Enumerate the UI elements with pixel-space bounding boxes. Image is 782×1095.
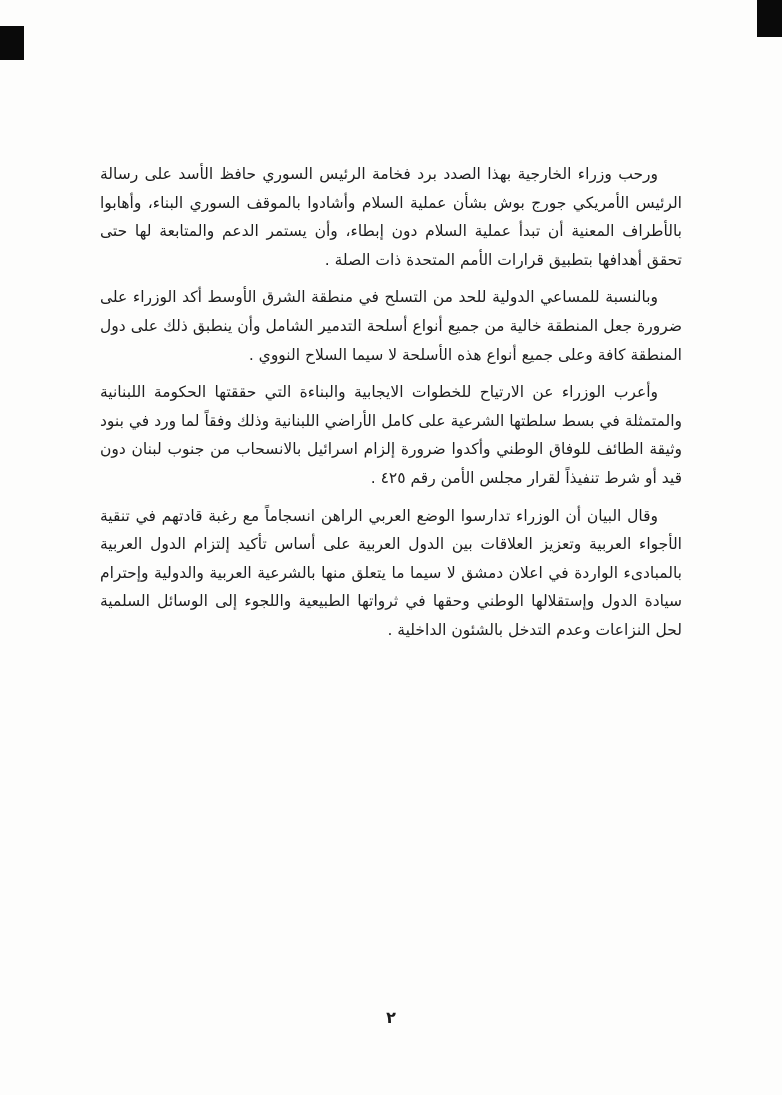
paragraph-4: وقال البيان أن الوزراء تدارسوا الوضع العربي الراهن انسجاماً مع رغبة قادتهم في تنقية الأجواء العربية وتعزيز العلاقات بين الدول العربية على أساس تأكيد إلتزام الدول العربية بالمبادىء الواردة في اعلان دمشق لا سيما ما يتعلق منها بالشرعية العربية والدولية وإحترام سيادة الدول وإستقلالها الوطني وحقها في ثرواتها الطبيعية واللجوء إلى الوسائل السلمية لحل النزاعات وعدم التدخل بالشئون الداخلية . (100, 506, 682, 639)
scan-artifact-top-left (0, 26, 24, 60)
paragraph-2: وبالنسبة للمساعي الدولية للحد من التسلح في منطقة الشرق الأوسط أكد الوزراء على ضرورة جعل المنطقة خالية من جميع أنواع أسلحة التدمير الشامل وأن ينطبق ذلك على دول المنطقة كافة وعلى جميع أنواع هذه الأسلحة لا سيما السلاح النووي . (100, 288, 682, 364)
paragraph-3: وأعرب الوزراء عن الارتياح للخطوات الايجابية والبناءة التي حققتها الحكومة اللبنانية والمتمثلة في بسط سلطتها الشرعية على كامل الأراضي اللبنانية وذلك وفقاً لما ورد في بنود وثيقة الطائف للوفاق الوطني وأكدوا ضرورة إلزام اسرائيل بالانسحاب من جنوب لبنان دون قيد أو شرط تنفيذاً لقرار مجلس الأمن رقم ٤٢٥ . (100, 383, 682, 487)
page-number: ٢ (386, 1008, 396, 1027)
document-text-block (100, 160, 682, 654)
paragraph-1: ورحب وزراء الخارجية بهذا الصدد برد فخامة الرئيس السوري حافظ الأسد على رسالة الرئيس الأمريكي جورج بوش بشأن عملية السلام وأشادوا بالموقف السوري البناء، وأهابوا بالأطراف المعنية أن تبدأ عملية السلام دون إبطاء، وأن يستمر الدعم والمتابعة لها حتى تحقق أهدافها بتطبيق قرارات الأمم المتحدة ذات الصلة . (100, 165, 682, 269)
scan-artifact-top-right (757, 0, 782, 37)
